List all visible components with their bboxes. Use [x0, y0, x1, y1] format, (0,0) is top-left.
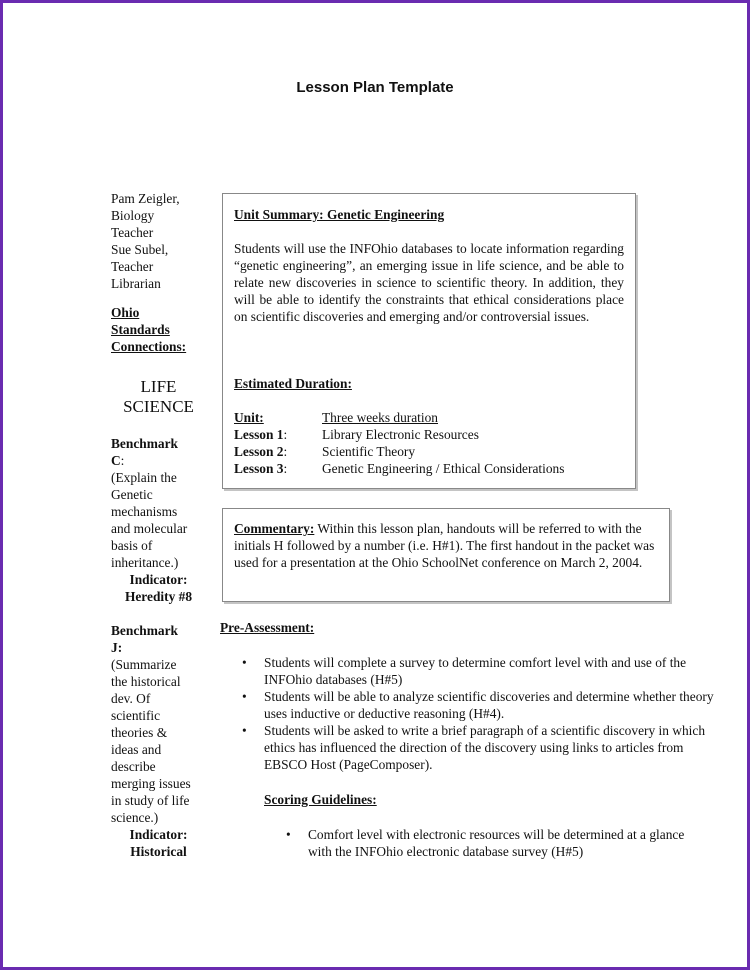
standards-heading-line: Standards — [111, 322, 170, 337]
benchmark-j-desc: ideas and — [111, 742, 162, 757]
benchmark-j-desc: describe — [111, 759, 156, 774]
commentary-heading: Commentary: — [234, 521, 315, 536]
benchmark-j-desc: science.) — [111, 810, 159, 825]
commentary-text: Within this lesson plan, handouts will be referred to with the initials H followed by a number (i.e. H#1). The first handout in the packet was used for a presentation at the Ohio SchoolNet conference on March 2, 2004. — [234, 521, 655, 570]
benchmark-c — [111, 435, 206, 605]
list-item-text: Students will be asked to write a brief paragraph of a scientific discovery in which ethics has influenced the direction of the discovery using links to articles from EBSCO Host (PageComposer). — [264, 723, 706, 772]
unit-summary-heading: Unit Summary: Genetic Engineering — [234, 207, 445, 222]
standards-heading — [111, 304, 206, 355]
duration-value: Scientific Theory — [322, 444, 416, 459]
scoring-guidelines-list — [286, 826, 708, 860]
duration-label: Unit: — [234, 410, 264, 425]
benchmark-j-label: Benchmark — [111, 623, 178, 638]
duration-row: Lesson 1: Library Electronic Resources — [234, 427, 479, 442]
unit-summary-text: Students will use the INFOhio databases to locate information regarding “genetic engineering”, an emerging issue in life science, and be able to relate new discoveries in science to scientific theory. In addition, they will be able to identify the constraints that ethical considerations place on scientific discoveries and emerging and/or controversial issues. — [234, 241, 624, 324]
benchmark-j-desc: dev. Of — [111, 691, 151, 706]
benchmark-j — [111, 622, 206, 860]
list-item — [286, 826, 708, 860]
benchmark-c-label: Benchmark — [111, 436, 178, 451]
duration-value: Three weeks duration — [322, 410, 439, 425]
benchmark-j-desc: the historical — [111, 674, 181, 689]
benchmark-j-desc: merging issues — [111, 776, 191, 791]
benchmark-c-desc: mechanisms — [111, 504, 178, 519]
bullet-icon: • — [242, 723, 247, 738]
list-item — [242, 722, 724, 773]
author-line: Librarian — [111, 276, 161, 291]
list-item — [242, 654, 724, 688]
commentary-box — [222, 508, 670, 602]
commentary-paragraph — [234, 520, 664, 571]
subject-line: LIFE — [140, 377, 177, 396]
sidebar — [111, 190, 206, 860]
list-item-text: Comfort level with electronic resources will be determined at a glance with the INFOhio electronic database survey (H#5) — [308, 827, 685, 859]
benchmark-j-desc: in study of life — [111, 793, 190, 808]
benchmark-j-desc: (Summarize — [111, 657, 177, 672]
duration-value: Library Electronic Resources — [322, 427, 479, 442]
benchmark-c-desc: Genetic — [111, 487, 153, 502]
pre-assessment-list — [242, 654, 724, 773]
duration-table — [234, 409, 564, 477]
scoring-guidelines-heading: Scoring Guidelines: — [264, 792, 377, 807]
benchmark-c-indicator-label: Indicator: — [129, 572, 188, 587]
bullet-icon: • — [286, 827, 291, 842]
benchmark-c-letter: C — [111, 453, 121, 468]
benchmark-c-indicator-value: Heredity #8 — [124, 589, 193, 604]
benchmark-j-desc: scientific — [111, 708, 161, 723]
standards-heading-line: Ohio — [111, 305, 140, 320]
author-line: Teacher — [111, 225, 154, 240]
estimated-duration-heading: Estimated Duration: — [234, 376, 352, 391]
standards-heading-line: Connections: — [111, 339, 187, 354]
author-line: Pam Zeigler, — [111, 191, 180, 206]
duration-row: Lesson 3: Genetic Engineering / Ethical Considerations — [234, 461, 565, 476]
duration-label: Lesson 3 — [234, 461, 284, 476]
duration-label: Lesson 2 — [234, 444, 284, 459]
subject-heading — [111, 377, 206, 417]
list-item — [242, 688, 724, 722]
author-line: Sue Subel, — [111, 242, 169, 257]
benchmark-j-desc: theories & — [111, 725, 168, 740]
benchmark-c-desc: inheritance.) — [111, 555, 179, 570]
unit-summary-box — [222, 193, 636, 489]
benchmark-c-desc: basis of — [111, 538, 153, 553]
duration-row: Lesson 2: Scientific Theory — [234, 444, 416, 459]
pre-assessment-heading: Pre-Assessment: — [220, 620, 315, 635]
list-item-text: Students will be able to analyze scientific discoveries and determine whether theory uses inductive or deductive reasoning (H#4). — [264, 689, 714, 721]
author-line: Teacher — [111, 259, 154, 274]
author-line: Biology — [111, 208, 155, 223]
duration-value: Genetic Engineering / Ethical Considerations — [322, 461, 565, 476]
bullet-icon: • — [242, 655, 247, 670]
benchmark-j-indicator-value: Historical — [130, 844, 187, 859]
benchmark-c-desc: (Explain the — [111, 470, 177, 485]
bullet-icon: • — [242, 689, 247, 704]
benchmark-j-letter: J: — [111, 640, 123, 655]
subject-line: SCIENCE — [123, 397, 194, 416]
list-item-text: Students will complete a survey to determine comfort level with and use of the INFOhio databases (H#5) — [264, 655, 687, 687]
benchmark-c-colon: : — [120, 453, 125, 468]
duration-label: Lesson 1 — [234, 427, 284, 442]
authors — [111, 190, 206, 292]
benchmark-j-indicator-label: Indicator: — [129, 827, 188, 842]
duration-row — [234, 409, 564, 426]
benchmark-c-desc: and molecular — [111, 521, 188, 536]
page-title: Lesson Plan Template — [296, 79, 454, 96]
